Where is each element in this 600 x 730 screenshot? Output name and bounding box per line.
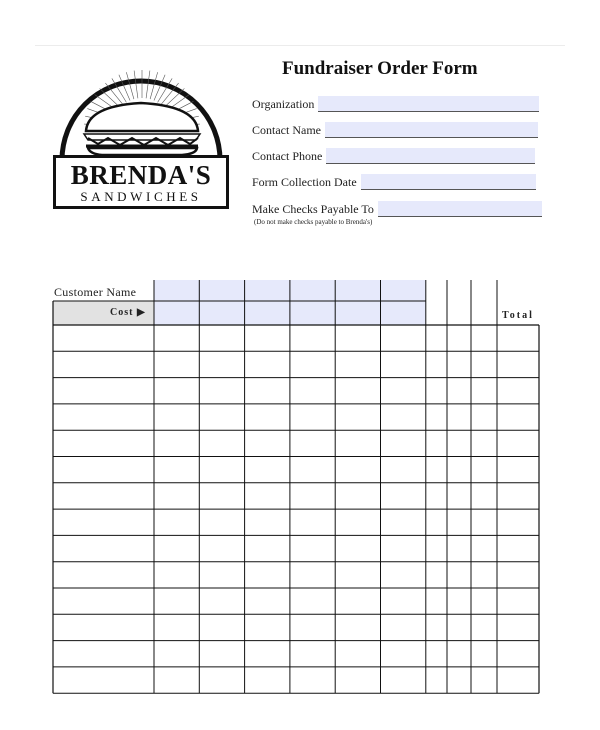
field-label: Contact Name xyxy=(252,123,321,137)
field-label: Organization xyxy=(252,97,315,111)
field-label: Make Checks Payable To xyxy=(252,202,374,216)
field-label: Form Collection Date xyxy=(252,175,357,189)
checks-note: (Do not make checks payable to Brenda's) xyxy=(254,218,373,226)
field-label: Contact Phone xyxy=(252,149,323,163)
brand-name: BRENDA'S xyxy=(70,160,212,190)
total-label: Total xyxy=(502,310,534,321)
cost-label: Cost ▶ xyxy=(110,307,146,318)
brand-subtitle: SANDWICHES xyxy=(80,189,202,204)
customer-name-label: Customer Name xyxy=(54,285,137,299)
form-title: Fundraiser Order Form xyxy=(282,58,478,79)
